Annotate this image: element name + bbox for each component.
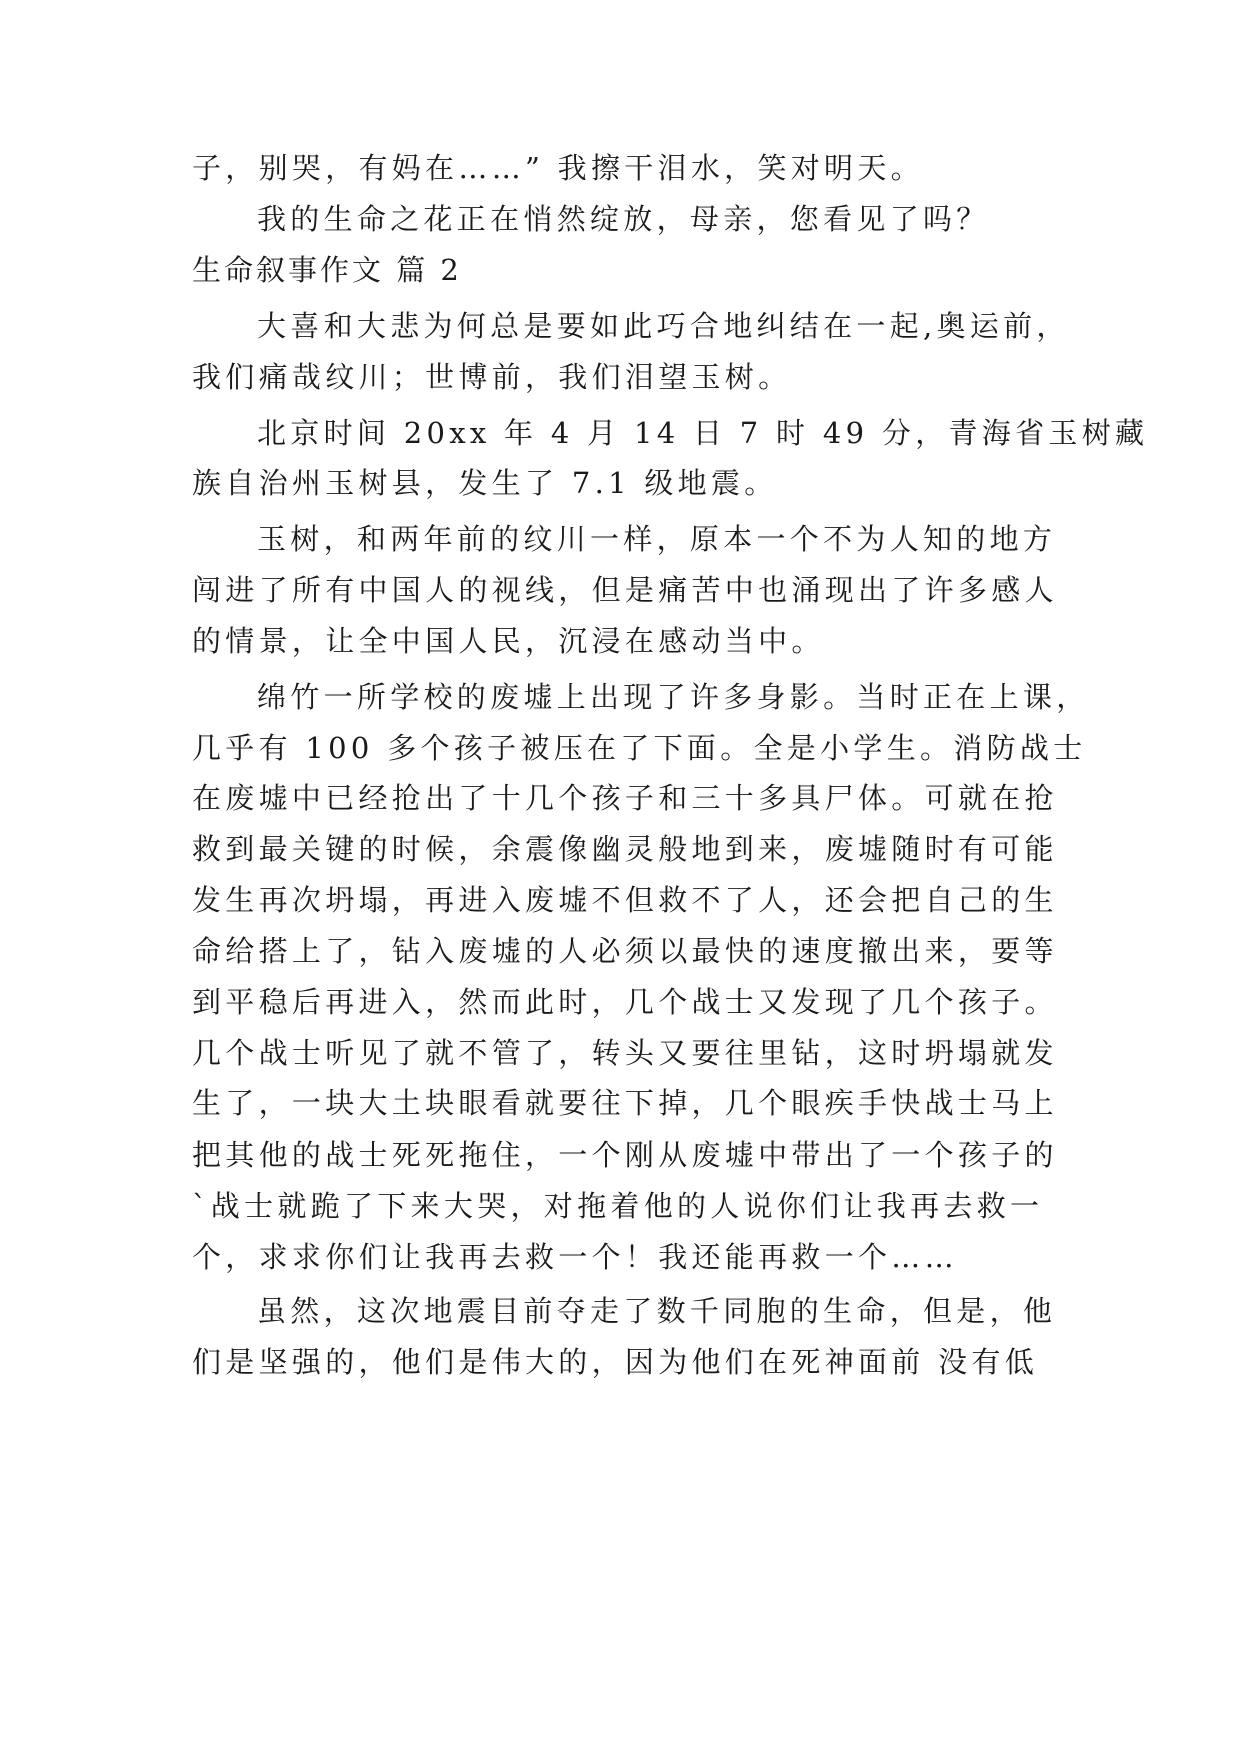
text-line: 北京时间 20xx 年 4 月 14 日 7 时 49 分，青海省玉树藏: [257, 416, 1149, 450]
text-line: 几个战士听见了就不管了，转头又要往里钻，这时坍塌就发: [192, 1036, 1058, 1070]
text-line: 族自治州玉树县，发生了 7.1 级地震。: [192, 466, 778, 500]
text-line: 生了，一块大土块眼看就要往下掉，几个眼疾手快战士马上: [192, 1086, 1058, 1120]
text-line: 把其他的战士死死拖住，一个刚从废墟中带出了一个孩子的: [192, 1138, 1058, 1172]
text-line: 我们痛哉纹川；世博前，我们泪望玉树。: [192, 360, 792, 394]
text-line: 们是坚强的，他们是伟大的，因为他们在死神面前 没有低: [192, 1345, 1039, 1379]
text-line: 大喜和大悲为何总是要如此巧合地纠结在一起,奥运前，: [257, 309, 1070, 343]
text-line: 到平稳后再进入，然而此时，几个战士又发现了几个孩子。: [192, 985, 1058, 1019]
text-line: 发生再次坍塌，再进入废墟不但救不了人，还会把自己的生: [192, 883, 1058, 917]
text-line: 我的生命之花正在悄然绽放，母亲，您看见了吗？: [257, 202, 990, 236]
text-line: 在废墟中已经抢出了十几个孩子和三十多具尸体。可就在抢: [192, 781, 1058, 815]
text-line: 的情景，让全中国人民，沉浸在感动当中。: [192, 624, 825, 658]
section-heading: 生命叙事作文 篇 2: [192, 253, 462, 287]
text-line: 几乎有 100 多个孩子被压在了下面。全是小学生。消防战士: [192, 731, 1087, 765]
text-line: 子，别哭，有妈在……” 我擦干泪水，笑对明天。: [192, 151, 924, 185]
text-line: 虽然，这次地震目前夺走了数千同胞的生命，但是，他: [257, 1294, 1057, 1328]
text-line: 绵竹一所学校的废墟上出现了许多身影。当时正在上课，: [257, 680, 1090, 714]
text-line: 个，求求你们让我再去救一个！我还能再救一个……: [192, 1240, 958, 1274]
text-line: 闯进了所有中国人的视线，但是痛苦中也涌现出了许多感人: [192, 573, 1058, 607]
text-line: `战士就跪了下来大哭，对拖着他的人说你们让我再去救一: [192, 1189, 1044, 1223]
text-line: 救到最关键的时候，余震像幽灵般地到来，废墟随时有可能: [192, 832, 1058, 866]
text-line: 命给搭上了，钻入废墟的人必须以最快的速度撤出来，要等: [192, 934, 1058, 968]
text-line: 玉树，和两年前的纹川一样，原本一个不为人知的地方: [257, 522, 1057, 556]
